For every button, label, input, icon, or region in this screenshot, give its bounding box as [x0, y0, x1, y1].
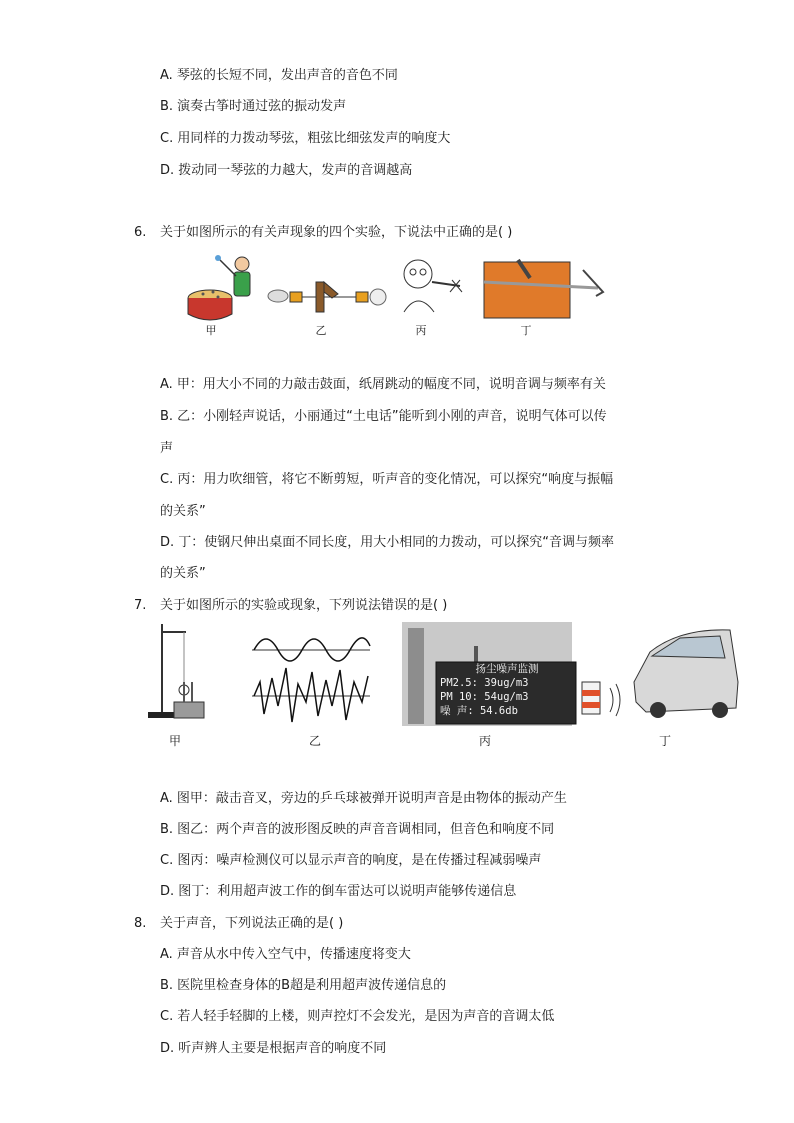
q7-stem: 关于如图所示的实验或现象，下列说法错误的是( ): [160, 598, 448, 613]
q8-option-d: D. 听声辨人主要是根据声音的响度不同: [160, 1041, 387, 1056]
q7-caption-jia: 甲: [168, 734, 181, 748]
drum-figure: [188, 255, 250, 320]
ruler-table-figure: [484, 260, 603, 318]
q5-option-c: C. 用同样的力拨动琴弦，粗弦比细弦发声的响度大: [160, 131, 451, 146]
q6-option-c: C. 丙：用力吹细管，将它不断剪短，听声音的变化情况，可以探究“响度与振幅: [160, 472, 614, 487]
monitor-noise: 噪 声: 54.6db: [440, 705, 518, 717]
monitor-pm25: PM2.5: 39ug/m3: [440, 677, 529, 689]
noise-monitor-display: [437, 662, 577, 724]
q7-caption-bing: 丙: [478, 734, 491, 748]
q5-option-d: D. 拨动同一琴弦的力越大，发声的音调越高: [160, 163, 413, 178]
q7-option-c: C. 图丙：噪声检测仪可以显示声音的响度，是在传播过程减弱噪声: [160, 853, 542, 868]
q7-option-a: A. 图甲：敲击音叉，旁边的乒乓球被弹开说明声音是由物体的振动产生: [160, 791, 567, 806]
q8-number: 8.: [134, 916, 147, 931]
car-radar-figure: [582, 630, 738, 718]
monitor-pm10: PM 10: 54ug/m3: [440, 691, 529, 703]
tuning-fork-figure: [148, 624, 204, 718]
q6-option-b-cont: 声: [160, 441, 174, 456]
q6-option-d-cont: 的关系”: [160, 566, 206, 581]
q6-caption-ding: 丁: [520, 324, 532, 337]
q8-option-c: C. 若人轻手轻脚的上楼，则声控灯不会发光，是因为声音的音调太低: [160, 1009, 555, 1024]
q6-option-c-cont: 的关系”: [160, 504, 206, 519]
q6-option-d: D. 丁：使钢尺伸出桌面不同长度，用大小相同的力拨动，可以探究“音调与频率: [160, 535, 615, 550]
q7-caption-yi: 乙: [308, 734, 321, 748]
waveform-figure: [252, 638, 370, 722]
q6-figure: [178, 252, 618, 342]
q8-option-a: A. 声音从水中传入空气中，传播速度将变大: [160, 947, 411, 962]
q7-number: 7.: [134, 598, 147, 613]
q5-option-b: B. 演奏古筝时通过弦的振动发声: [160, 99, 347, 114]
q6-stem: 关于如图所示的有关声现象的四个实验，下说法中正确的是( ): [160, 225, 513, 240]
q6-caption-bing: 丙: [415, 324, 427, 337]
q8-stem: 关于声音，下列说法正确的是( ): [160, 916, 344, 931]
q7-caption-ding: 丁: [658, 734, 671, 748]
string-telephone-figure: [268, 282, 386, 312]
q7-option-d: D. 图丁：利用超声波工作的倒车雷达可以说明声能够传递信息: [160, 884, 517, 899]
q6-caption-yi: 乙: [315, 324, 327, 337]
q6-caption-jia: 甲: [205, 324, 217, 337]
monitor-title: 扬尘噪声监测: [475, 663, 539, 675]
q6-number: 6.: [134, 225, 147, 240]
q7-option-b: B. 图乙：两个声音的波形图反映的声音音调相同，但音色和响度不同: [160, 822, 555, 837]
q6-option-a: A. 甲：用大小不同的力敲击鼓面，纸屑跳动的幅度不同，说明音调与频率有关: [160, 377, 606, 392]
q6-option-b: B. 乙：小刚轻声说话，小丽通过“土电话”能听到小刚的声音，说明气体可以传: [160, 409, 607, 424]
blowing-tube-figure: [404, 260, 462, 312]
q5-option-a: A. 琴弦的长短不同，发出声音的音色不同: [160, 68, 398, 83]
q8-option-b: B. 医院里检查身体的B超是利用超声波传递信息的: [160, 978, 447, 993]
